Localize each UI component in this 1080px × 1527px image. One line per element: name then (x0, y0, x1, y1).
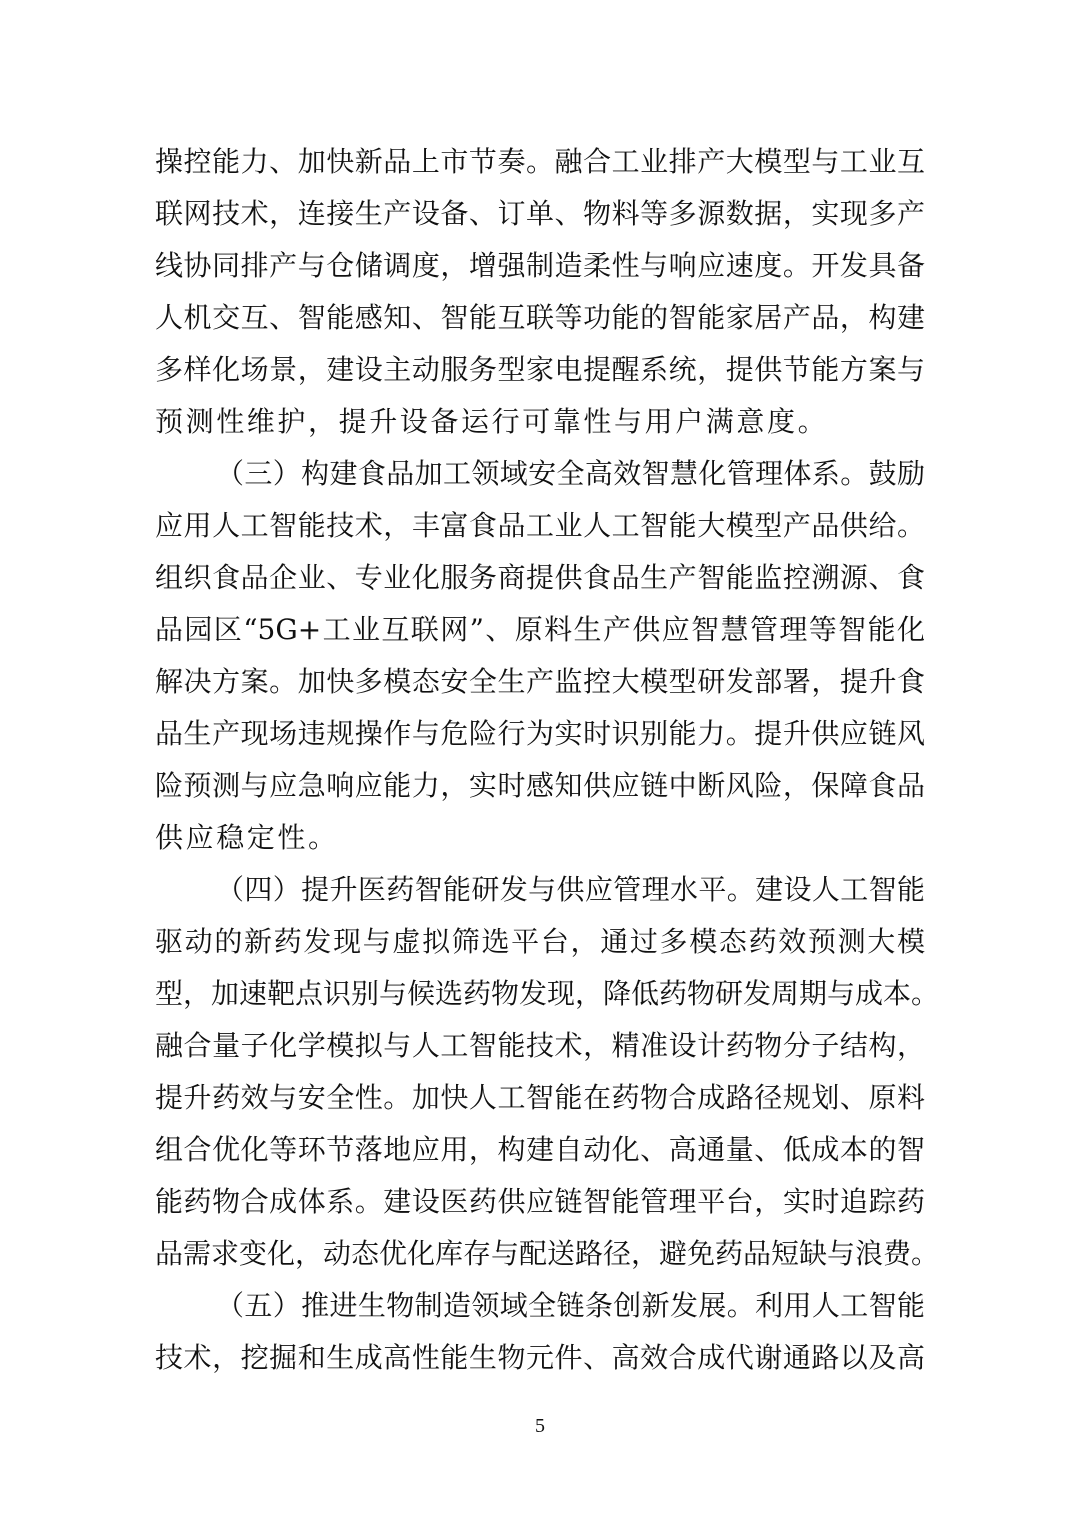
text-line: 解决方案。加快多模态安全生产监控大模型研发部署，提升食 (155, 665, 925, 698)
text-line: 组织食品企业、专业化服务商提供食品生产智能监控溯源、食 (155, 561, 925, 594)
text-line: 技术，挖掘和生成高性能生物元件、高效合成代谢通路以及高 (155, 1341, 925, 1374)
text-line: 操控能力、加快新品上市节奏。融合工业排产大模型与工业互 (155, 145, 925, 178)
text-line: 供应稳定性。 (155, 821, 339, 854)
page-number: 5 (535, 1415, 545, 1437)
text-line: 能药物合成体系。建设医药供应链智能管理平台，实时追踪药 (155, 1185, 925, 1218)
text-line: 品生产现场违规操作与危险行为实时识别能力。提升供应链风 (155, 717, 925, 750)
text-line: 联网技术，连接生产设备、订单、物料等多源数据，实现多产 (155, 197, 925, 230)
text-line: 型，加速靶点识别与候选药物发现，降低药物研发周期与成本。 (155, 977, 940, 1010)
text-line: 融合量子化学模拟与人工智能技术，精准设计药物分子结构， (155, 1029, 925, 1062)
text-line: 多样化场景，建设主动服务型家电提醒系统，提供节能方案与 (155, 353, 925, 386)
text-line: 险预测与应急响应能力，实时感知供应链中断风险，保障食品 (155, 769, 925, 802)
text-line: 提升药效与安全性。加快人工智能在药物合成路径规划、原料 (155, 1081, 925, 1114)
body-text (155, 136, 940, 1384)
text-run: 建设人工智能 (755, 873, 925, 906)
section-heading-4: （四）提升医药智能研发与供应管理水平。 (216, 873, 756, 906)
text-run: 鼓励 (868, 457, 925, 490)
section-heading-line-3 (155, 448, 925, 500)
text-line: 品园区“5G+工业互联网”、原料生产供应智慧管理等智能化 (155, 613, 925, 646)
text-line: 品需求变化，动态优化库存与配送路径，避免药品短缺与浪费。 (155, 1237, 940, 1270)
text-line: 组合优化等环节落地应用，构建自动化、高通量、低成本的智 (155, 1133, 925, 1166)
text-run: 利用人工智能 (755, 1289, 925, 1322)
text-line: 应用人工智能技术，丰富食品工业人工智能大模型产品供给。 (155, 509, 925, 542)
section-heading-5: （五）推进生物制造领域全链条创新发展。 (216, 1289, 756, 1322)
section-heading-3: （三）构建食品加工领域安全高效智慧化管理体系。 (216, 457, 869, 490)
section-heading-line-5 (155, 1280, 925, 1332)
text-line: 人机交互、智能感知、智能互联等功能的智能家居产品，构建 (155, 301, 925, 334)
text-line: 线协同排产与仓储调度，增强制造柔性与响应速度。开发具备 (155, 249, 925, 282)
text-line: 预测性维护，提升设备运行可靠性与用户满意度。 (155, 405, 829, 438)
section-heading-line-4 (155, 864, 925, 916)
text-line: 驱动的新药发现与虚拟筛选平台，通过多模态药效预测大模 (155, 925, 925, 958)
